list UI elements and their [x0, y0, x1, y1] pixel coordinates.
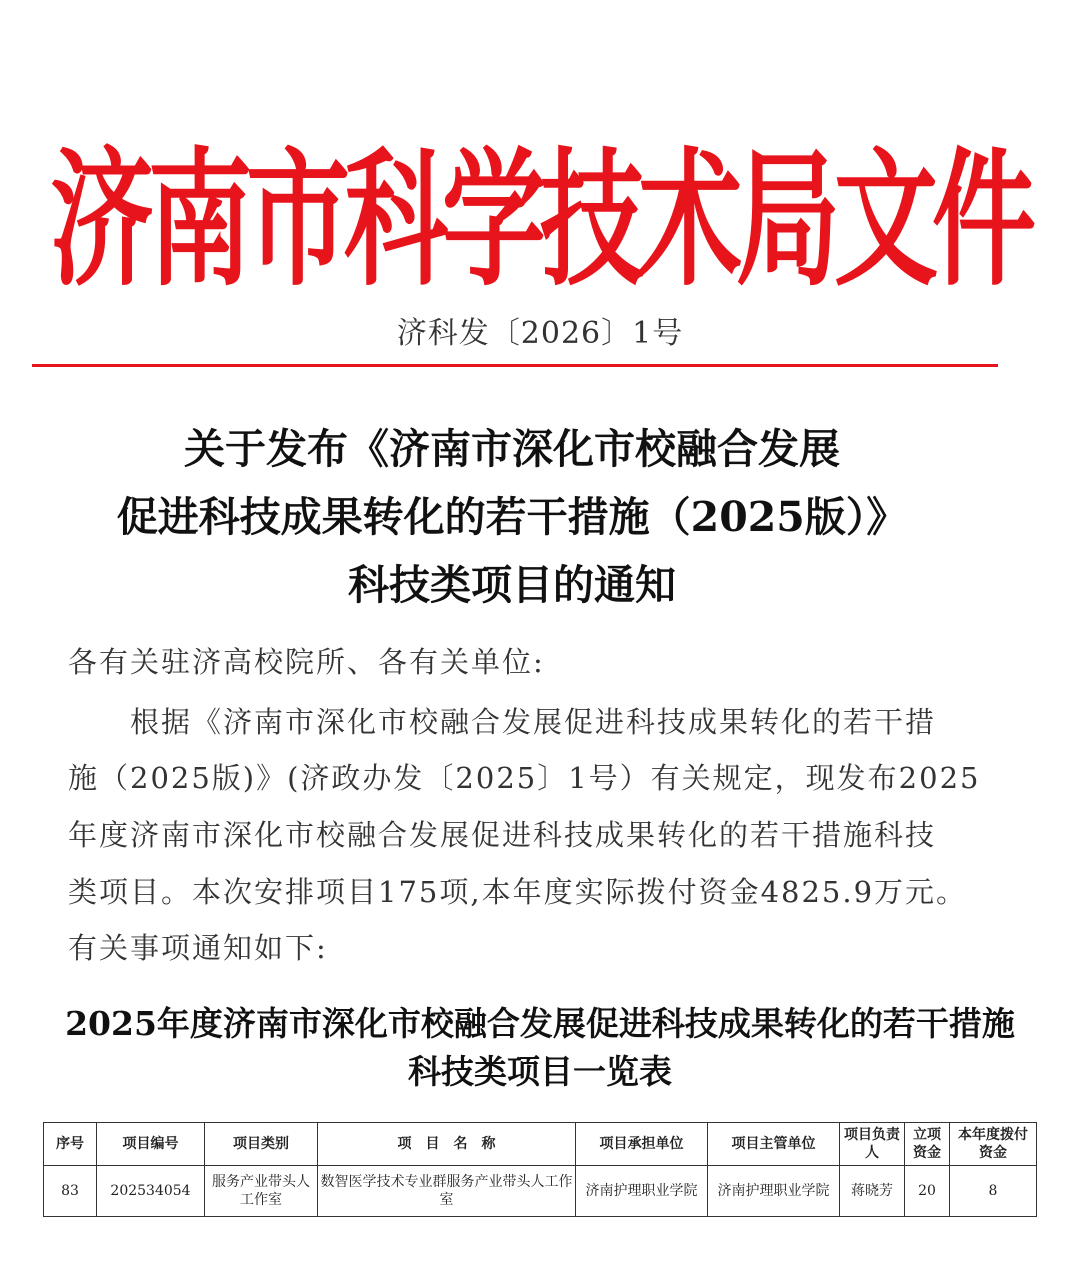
cell-project-leader: 蒋晓芳 [840, 1166, 905, 1217]
body-line-2: 施（2025版)》(济政办发〔2025〕1号）有关规定，现发布2025 [68, 761, 981, 795]
document-masthead: 济南市科学技术局文件 [49, 131, 1030, 307]
header-undertaking-unit: 项目承担单位 [576, 1123, 708, 1166]
salutation: 各有关驻济高校院所、各有关单位: [68, 645, 545, 679]
body-line-5: 有关事项通知如下: [68, 931, 328, 965]
table-header-row [44, 1123, 1037, 1166]
body-line-4: 类项目。本次安排项目175项,本年度实际拨付资金4825.9万元。 [68, 875, 968, 909]
document-number: 济科发〔2026〕1号 [396, 316, 684, 351]
table-title-line-1: 2025年度济南市深化市校融合发展促进科技成果转化的若干措施 [65, 1004, 1015, 1043]
cell-project-category: 服务产业带头人工作室 [205, 1166, 318, 1217]
header-project-category: 项目类别 [205, 1123, 318, 1166]
header-approved-funds: 立项资金 [905, 1123, 950, 1166]
header-project-leader: 项目负责人 [840, 1123, 905, 1166]
notice-title-line-3: 科技类项目的通知 [348, 561, 676, 609]
header-project-name: 项 目 名 称 [318, 1123, 576, 1166]
notice-title-line-2: 促进科技成果转化的若干措施（2025版）》 [116, 493, 908, 541]
body-line-1: 根据《济南市深化市校融合发展促进科技成果转化的若干措 [130, 705, 937, 739]
header-seq: 序号 [44, 1123, 97, 1166]
table-title-line-2: 科技类项目一览表 [408, 1052, 672, 1091]
header-project-code: 项目编号 [97, 1123, 205, 1166]
header-annual-funds: 本年度拨付资金 [950, 1123, 1037, 1166]
notice-title-line-1: 关于发布《济南市深化市校融合发展 [184, 425, 840, 473]
cell-approved-funds: 20 [905, 1166, 950, 1217]
cell-seq: 83 [44, 1166, 97, 1217]
cell-annual-funds: 8 [950, 1166, 1037, 1217]
cell-project-name: 数智医学技术专业群服务产业带头人工作室 [318, 1166, 576, 1217]
red-divider-line [32, 364, 998, 367]
cell-project-code: 202534054 [97, 1166, 205, 1217]
cell-undertaking-unit: 济南护理职业学院 [576, 1166, 708, 1217]
cell-supervising-unit: 济南护理职业学院 [708, 1166, 840, 1217]
body-line-3: 年度济南市深化市校融合发展促进科技成果转化的若干措施科技 [68, 818, 937, 852]
project-list-table [43, 1122, 1037, 1217]
table-row [44, 1166, 1037, 1217]
header-supervising-unit: 项目主管单位 [708, 1123, 840, 1166]
